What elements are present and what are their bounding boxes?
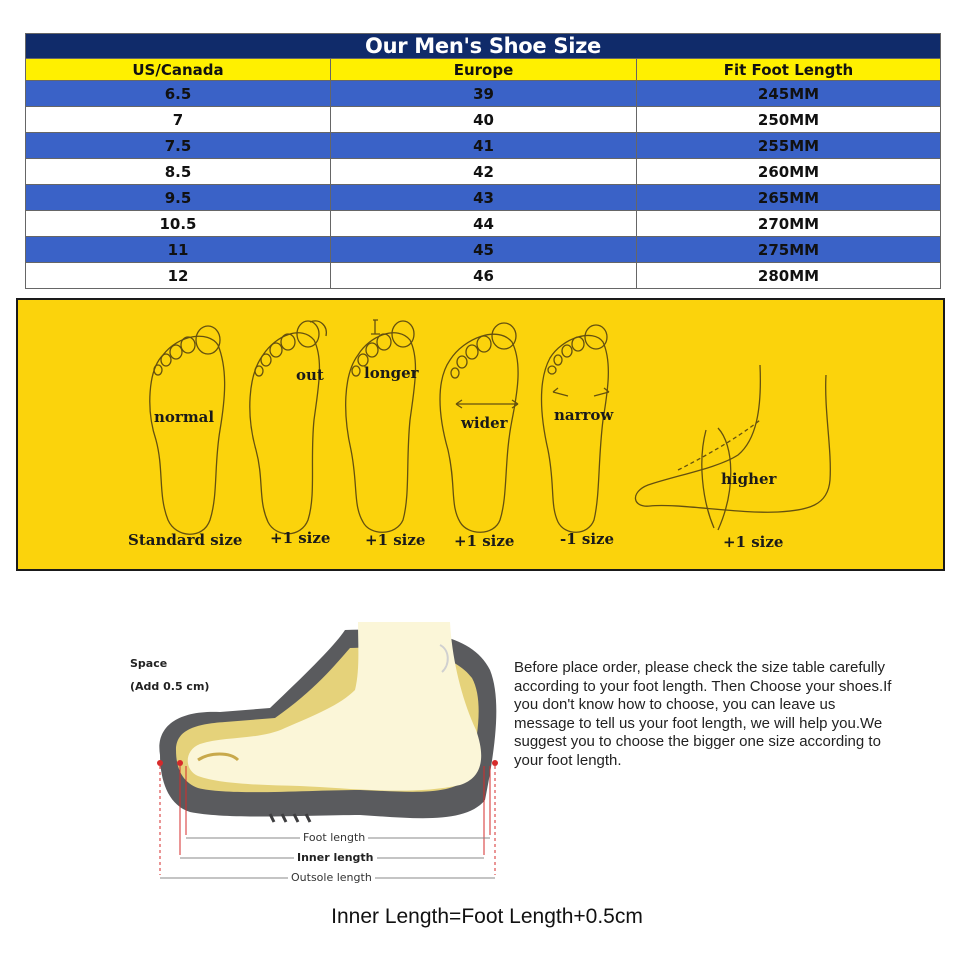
eu-size-cell: 41 [330,133,636,158]
foot-length-cell: 270MM [636,211,940,236]
foot-label-out: out [296,366,324,384]
table-row [26,262,940,288]
foot-label-normal: normal [154,408,215,426]
outsole-length-label: Outsole length [288,871,375,884]
table-row [26,184,940,210]
instructions-text: Before place order, please check the size table carefully according to your foot length. Then Choose your shoes.If you don't know how to choose, you can leave us message to tell us your foot length, we will help you.We suggest you to choose the bigger one size according to your foot length. [514,659,892,769]
us-size-cell: 11 [167,240,189,259]
eu-size-cell: 46 [330,263,636,288]
space-label: Space [130,657,168,670]
table-row [26,106,940,132]
foot-length-cell: 255MM [636,133,940,158]
longer-foot-outline [346,333,416,532]
out-foot-outline [250,333,320,534]
wider-foot-outline [440,334,518,532]
header-fit-foot-length: Fit Foot Length [636,59,940,80]
inner-length-formula: Inner Length=Foot Length+0.5cm [331,905,643,928]
shoe-diagram [110,600,510,900]
table-row [26,132,940,158]
eu-size-cell: 43 [330,185,636,210]
foot-label-higher: higher [721,470,777,488]
us-size-cell: 10.5 [159,214,197,233]
add-half-cm-label: (Add 0.5 cm) [130,680,210,693]
size-advice-longer: +1 size [365,531,426,549]
size-advice-out: +1 size [270,529,331,547]
foot-length-cell: 245MM [636,81,940,106]
foot-length-cell: 280MM [636,263,940,288]
size-advice-standard: Standard size [128,531,243,549]
inner-length-label: Inner length [294,851,377,864]
header-europe: Europe [330,59,636,80]
foot-length-cell: 260MM [636,159,940,184]
us-size-cell: 12 [167,266,189,285]
size-advice-narrow: -1 size [560,530,615,548]
eu-size-cell: 40 [330,107,636,132]
foot-label-wider: wider [461,414,508,432]
eu-size-cell: 44 [330,211,636,236]
foot-length-cell: 250MM [636,107,940,132]
us-size-cell: 7 [172,110,184,129]
size-table-title: Our Men's Shoe Size [26,34,940,58]
table-row [26,210,940,236]
table-row [26,236,940,262]
size-table-header [26,58,940,80]
eu-size-cell: 42 [330,159,636,184]
foot-outlines-illustration [18,300,943,569]
us-size-cell: 9.5 [164,188,192,207]
eu-size-cell: 39 [330,81,636,106]
header-us-canada: US/Canada [132,60,224,79]
narrow-foot-outline [542,335,609,532]
foot-length-cell: 265MM [636,185,940,210]
us-size-cell: 6.5 [164,84,192,103]
table-row [26,80,940,106]
eu-size-cell: 45 [330,237,636,262]
us-size-cell: 7.5 [164,136,192,155]
foot-types-panel [16,298,945,571]
size-advice-wider: +1 size [454,532,515,550]
foot-length-label: Foot length [300,831,368,844]
size-table [25,33,941,289]
foot-label-longer: longer [364,364,419,382]
size-advice-higher: +1 size [723,533,784,551]
foot-length-cell: 275MM [636,237,940,262]
us-size-cell: 8.5 [164,162,192,181]
table-row [26,158,940,184]
foot-label-narrow: narrow [554,406,614,424]
